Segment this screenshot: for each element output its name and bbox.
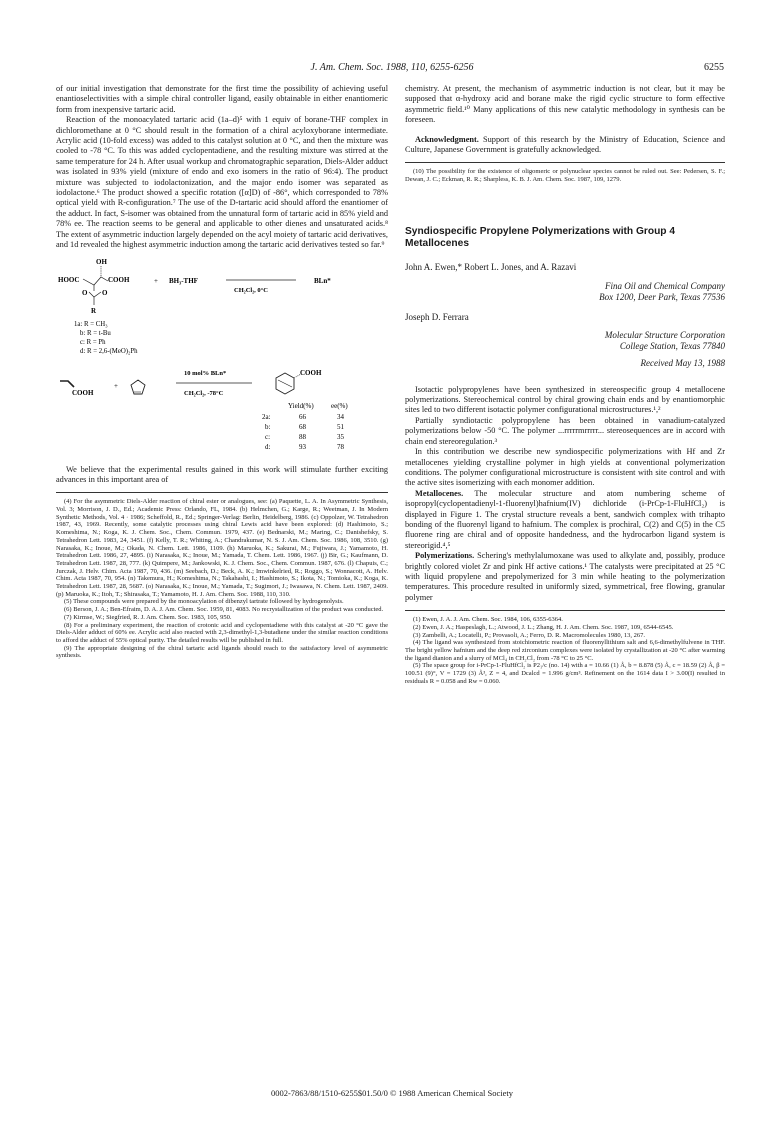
section-text: Schering's methylalumoxane was used to alkylate and, possibly, produce brightly colored violet Zr and pink Hf active cations.¹ The catalysts were precipitated at 25 °C with liquid propylene and prepolymerized for 3 min while heating to the polymerization temperatures. This procedure resulted in uniformly sized, symmetrical, free flowing, granular polymer	[405, 551, 725, 602]
affiliation-line: Box 1200, Deer Park, Texas 77536	[599, 292, 725, 303]
scheme-o-right: O	[102, 288, 108, 297]
row-ee: 34	[337, 412, 344, 421]
scheme-def: b: R = t-Bu	[80, 329, 111, 337]
table-header-ee: ee(%)	[331, 401, 348, 410]
scheme-o-left: O	[82, 288, 88, 297]
section-label: Metallocenes.	[415, 488, 464, 498]
affiliation-line: College Station, Texas 77840	[619, 340, 725, 351]
footnote: (9) The appropriate designing of the chiral tartaric acid ligands should reach to the satisfactory level of asymmetric synthesis.	[56, 644, 388, 660]
scheme-conditions: CH₂Cl₂, 0°C	[234, 286, 268, 294]
table-header-yield: Yield(%)	[288, 401, 314, 410]
footnotes-right	[405, 616, 725, 685]
footnote: (4) For the asymmetric Diels-Alder reaction of chiral ester or analogues, see: (a) Paquette, L. A. In Asymmetric Synthesis, Vol. 3; Morrison, J. D., Ed.; Academic Press: Orlando, FL, 1984. (b) Helmchen, G.; Karge, R.; Weetman, J. In Modern Synthetic Methods, Vol. 4 · 1986; Scheffold, R., Ed.; Springer-Verlag: Berlin, Heidelberg, 1986. (c) Oppolzer, W. Tetrahedron 1987, 43, 1969. Recently, some catalytic processes using chiral Lewis acid have been explored: (d) Hashimoto, S.; Komeshima, N.; Koga, K. J. Chem. Soc., Chem. Commun. 1979, 437. (e) Bednarski, M.; Maring, C.; Danishefsky, S. Tetrahedron Lett. 1983, 24, 3451. (f) Kelly, T. R.; Whiting, A.; Chandrakumar, N. S. J. Am. Chem. Soc. 1986, 108, 3510. (g) Narasaka, K.; Inoue, M.; Okada, N. Chem. Lett. 1986, 1109. (h) Maruoka, K.; Sakurai, M.; Fujiwara, J.; Yamamoto, H. Tetrahedron Lett. 1986, 27, 4895. (i) Narasaka, K.; Inoue, M.; Yamada, T. Chem. Lett. 1986, 1967. (j) Bir, G.; Kaufmann, D. Tetrahedron Lett. 1987, 28, 777. (k) Quimpere, M.; Jankowski, K. J. Chem. Soc., Chem. Commun. 1987, 676. (l) Chapuis, C.; Jurczak, J. Helv. Chim. Acta 1987, 70, 436. (m) Seebach, D.; Beck, A. K.; Imwinkelried, R.; Roggo, S.; Wonnacott, A. Helv. Chim. Acta 1987, 70, 954. (n) Takemura, H.; Komeshima, N.; Takahashi, I.; Hashimoto, S.; Ikota, N.; Tomioka, K.; Koga, K. Tetrahedron Lett. 1987, 28, 5687. (o) Narasaka, K.; Inoue, M.; Yamada, T.; Sugimori, J.; Iwasawa, N. Chem. Lett. 1987, 2409. (p) Maruoka, K.; Itoh, T.; Shirasaka, T.; Yamamoto, H. J. Am. Chem. Soc. 1988, 110, 310.	[56, 498, 388, 598]
section-label: Polymerizations.	[415, 551, 475, 561]
table-row	[265, 423, 345, 431]
footnote-rule	[405, 610, 725, 611]
footnote: (2) Ewen, J. A.; Haspeslagh, L.; Atwood, J. L.; Zhang, H. J. Am. Chem. Soc. 1987, 109, 6544-6545.	[413, 623, 674, 631]
row-yield: 88	[299, 432, 306, 441]
scheme-oh: OH	[96, 257, 107, 266]
row-yield: 93	[299, 442, 306, 451]
scheme-reagent: BH₃-THF	[169, 276, 198, 285]
scheme-2	[56, 367, 388, 465]
footnote: (7) Kirmse, W.; Siegfried, R. J. Am. Chem. Soc. 1983, 105, 950.	[64, 613, 232, 621]
acknowledgment	[405, 135, 725, 156]
footnote: (5) These compounds were prepared by the monoacylation of dibenzyl tartrate followed by hydrogenolysis.	[64, 598, 344, 606]
paragraph: of our initial investigation that demonstrate for the first time the possibility of achieving useful enantioselectivities with a simple chiral controller ligand, easily obtainable in either enantiomeric form from inexpensive tartaric acid.	[56, 84, 388, 114]
page-number: 6255	[704, 62, 724, 73]
affiliation-2	[405, 330, 725, 352]
affiliation-line: Fina Oil and Chemical Company	[605, 281, 725, 292]
paragraph: chemistry. At present, the mechanism of asymmetric induction is not clear, but it may be supposed that α-hydroxy acid and borane make the rigid cyclic structure to form effective asymmetric field.¹⁰ Many applications of this new catalytic methodology in synthesis can be foreseen.	[405, 84, 725, 125]
page-footer: 0002-7863/88/1510-6255$01.50/0 © 1988 American Chemical Society	[270, 1088, 514, 1098]
article-title: Syndiospecific Propylene Polymerizations with Group 4 Metallocenes	[405, 225, 676, 250]
scheme-product-cooh: COOH	[300, 368, 322, 377]
ack-label: Acknowledgment.	[415, 134, 479, 144]
paragraph: We believe that the experimental results gained in this work will stimulate further exciting advances in this important area of	[56, 464, 388, 484]
scheme-cooh: COOH	[108, 275, 130, 284]
row-yield: 68	[299, 422, 306, 431]
scheme-def: 1a: R = CH₃	[74, 320, 108, 328]
footnote-rule	[56, 492, 388, 493]
scheme-1	[56, 255, 388, 367]
row-label: b:	[265, 422, 271, 431]
paragraph: Isotactic polypropylenes have been synthesized in stereospecific group 4 metallocene polymerizations. Stereochemical control by chiral growing chain ends and by enantiomorphic sites led to two different isotactic polymer configurational microstructures.¹,²	[405, 384, 725, 415]
table-row	[265, 433, 345, 441]
right-column	[405, 84, 725, 686]
row-label: 2a:	[262, 412, 271, 421]
left-column	[56, 84, 388, 660]
table-row	[265, 443, 345, 451]
affiliation-line: Molecular Structure Corporation	[604, 329, 725, 340]
row-label: c:	[265, 432, 271, 441]
scheme-r: R	[91, 306, 97, 315]
paragraph-metallocenes	[405, 489, 725, 551]
scheme-plus: +	[154, 276, 158, 285]
paragraph: Partially syndiotactic polypropylene has been obtained in vanadium-catalyzed polymerizations below -50 °C. The polymer ...rrrrrmrrrrr... stereosequences are in accord with chain end stereoregulation.³	[405, 415, 725, 446]
affiliation-1	[405, 281, 725, 303]
paragraph-polymerizations	[405, 551, 725, 603]
authors: John A. Ewen,* Robert L. Jones, and A. Razavi	[405, 261, 577, 272]
footnote: (1) Ewen, J. A. J. Am. Chem. Soc. 1984, 106, 6355-6364.	[413, 616, 563, 624]
scheme-2-graphic	[56, 367, 388, 465]
scheme-hooc: HOOC	[58, 275, 80, 284]
footnote: (10) The possibility for the existence of oligomeric or polynuclear species cannot be ruled out. See: Pedersen, S. F.; Dewan, J. C.; Eckman, R. R.; Sharpless, K. B. J. Am. Chem. Soc. 1987, 109, 1279.	[405, 168, 725, 184]
ack-text: Support of this research by the Ministry of Education, Science and Culture, Japanese Government is gratefully acknowledged.	[405, 134, 726, 155]
footnotes-right-top	[405, 168, 725, 183]
row-ee: 35	[337, 432, 344, 441]
scheme-plus: +	[114, 381, 118, 390]
scheme-acrylic-cooh: COOH	[72, 388, 94, 397]
scheme-catalyst: 10 mol% BLn*	[184, 369, 227, 377]
author-2: Joseph D. Ferrara	[405, 312, 469, 323]
footnote: (4) The ligand was synthesized from stoichiometric reaction of fluorenyllithium salt and 6,6-dimethylfulvene in THF. The bright yellow hafnium and the deep red zirconium complexes were isolated by crystallization at -20 °C after warming the ligand dianion and a slurry of MCl₄ in CH₂Cl₂ from -78 °C to 25 °C.	[405, 639, 725, 662]
row-label: d:	[265, 442, 271, 451]
footnote: (5) The space group for i-PrCp-1-FluHfCl₂ is P2₁/c (no. 14) with a = 10.66 (1) Å, b = 8.878 (5) Å, c = 18.59 (2) Å, β = 100.51 (9)°, V = 1729 (3) Å³, Z = 4, and Dcalcd = 1.996 g/cm³. Refinement on the 1614 data I > 3.00(I) resulted in residuals R = 0.058 and Rw = 0.060.	[405, 662, 725, 685]
footnotes-left	[56, 498, 388, 660]
footnote: (6) Berson, J. A.; Ben-Efraim, D. A. J. Am. Chem. Soc. 1959, 81, 4083. No recrystallization of the product was conducted.	[64, 606, 384, 614]
scheme-product: BLn*	[314, 276, 331, 285]
row-ee: 51	[337, 422, 344, 431]
paragraph: Reaction of the monoacylated tartaric acid (1a–d)⁵ with 1 equiv of borane-THF complex in dichloromethane at 0 °C should result in the formation of a chiral acyloxyborane intermediate. Acrylic acid (10-fold excess) was added to this catalyst solution at 0 °C, and then the mixture was cooled to -78 °C. To this was added cyclopentadiene, and the resulting mixture was stirred at the same temperature for 24 h. After usual workup and chromatographic separation, Diels-Alder adduct was isolated in 93% yield (mixture of endo and exo isomers in the ratio of 96:4). The product mixture was subjected to iodolactonization, and the major endo isomer was separated as iodolactone.⁶ The product showed a specific rotation ([α]D) of -86°, which corresponded to 78% optical yield with R-configuration.⁷ The use of the D-tartaric acid should afford the enantiomer of the adduct. In fact, S-isomer was obtained from the unnatural form of tartaric acid in 85% yield and 78% ee. The reaction seems to be general and applicable to other dienes and unsaturated acids.⁸ The extent of asymmetric induction largely depended on the acyl moiety of tartaric acid derivatives, and 1d revealed the highest asymmetric induction among the tartaric acid derivatives tested so far.⁹	[56, 115, 388, 250]
received-date: Received May 13, 1988	[640, 357, 725, 368]
row-ee: 78	[337, 442, 344, 451]
footnote: (3) Zambelli, A.; Locatelli, P.; Provasoli, A.; Ferro, D. R. Macromolecules 1980, 13, 267.	[413, 631, 645, 639]
running-header: J. Am. Chem. Soc. 1988, 110, 6255-6256	[310, 62, 474, 73]
scheme-conditions: CH₂Cl₂, -78°C	[184, 389, 224, 397]
scheme-def: d: R = 2,6-(MeO)₂Ph	[80, 347, 138, 355]
footnote-rule	[405, 162, 725, 163]
table-row	[262, 413, 345, 421]
row-yield: 66	[299, 412, 306, 421]
footnote: (8) For a preliminary experiment, the reaction of crotonic acid and cyclopentadiene with this catalyst at -20 °C gave the Diels-Alder adduct of 60% ee. Acrylic acid also reacted with 2,3-dimethyl-1,3-butadiene under the similar reaction conditions to afford the adduct of 55% optical purity. The detailed results will be published in full.	[56, 621, 388, 644]
section-text: The molecular structure and atom numbering scheme of isopropyl(cyclopentadienyl-1-fluorenyl)hafnium(IV) dichloride (i-PrCp-1-FluHfCl₂) is displayed in Figure 1. The crystal structure reveals a bent, sandwich complex with trihapto bonding of the fluorenyl ligand to hafnium. The complex is prochiral, C(2) and C(5) in the C5 fluorene ring are chiral and of opposite handedness, and the hydrocarbon ligand system is stereorigid.⁴,⁵	[405, 488, 725, 550]
paragraph: In this contribution we describe new syndiospecific polymerizations with Hf and Zr metallocenes yielding crystalline polymer in high yields at conventional polymerization conditions. The polymer configurational microstructure is consistent with site control and with the active sites isomerizing with each monomer addition.	[405, 447, 725, 488]
scheme-1-graphic	[56, 255, 388, 367]
scheme-def: c: R = Ph	[80, 338, 106, 346]
